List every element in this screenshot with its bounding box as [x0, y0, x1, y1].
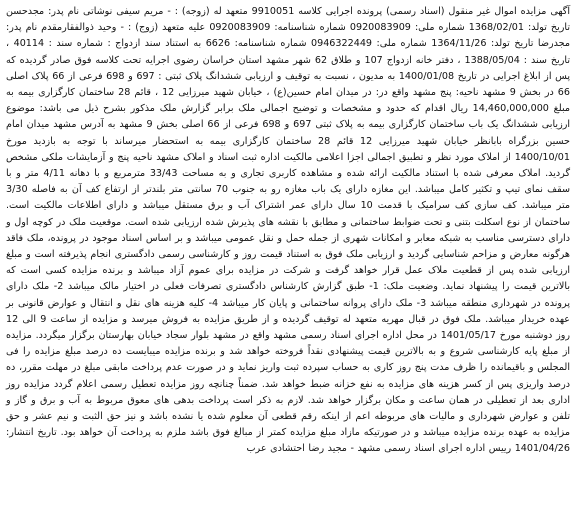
auction-notice-text: آگهی مزایده اموال غیر منقول (اسناد رسمی) پرونده اجرایی کلاسه 9910051 متعهد له (زوجه) : - مریم سیفی نوشاتی نام پدر: مجدحسن تاریخ تولد: 1368/02/01 شماره ملی: 0920083909 شماره شناسنامه: 0920083909 علیه متعهد (زوج) : - وحید ذوالفقارمقدم نام پدر: مجدرضا تاریخ تولد: 1364/11/26 شماره ملی: 0946322449 شماره شناسنامه: 6626 به استناد سند ازدواج : شماره سند : 40114 ، تاریخ سند : 1388/05/04 ، دفتر خانه ازدواج 107 و طلاق 62 شهر مشهد استان خراسان رضوی اجرایه تحت کلاسه فوق صادر گردیده که پس از ابلاغ اجرایی در تاریخ 1400/01/08 به مدیون ، نسبت به توقیف و ارزیابی ششدانگ پلاک ثبتی : 697 و 698 فرعی از 66 پلاک اصلی 66 در بخش 9 مشهد ناحیه: پنج مشهد واقع در: در میدان امام حسین(ع) ، خیابان شهید میرزایی 12 ، قائم 28 ساختمان کارگزاری بیمه به مبلغ 14,460,000,000 ریال اقدام که حدود و مشخصات و توضیح اجمالی ملک برابر گزارش ملک مذکور بشرح ذیل می باشد: موضوع ارزیابی ششدانگ یک باب ساختمان کارگزاری بیمه به پلاک ثبتی 697 و 698 فرعی از 66 اصلی بخش 9 مشهد به آدرس مشهد میدان امام حسین بزرگراه بابانظر خیابان شهید میرزایی 12 قائم 28 ساختمان کارگزاری بیمه به استحضار میرساند با توجه به بازدید مورخ 1400/10/01 از املاک مورد نظر و تطبیق اجمالی اجزا اعلامی مالکیت اداره ثبت اسناد و املاک مشهد ناحیه پنج و آزمایشات ملکی مشخص گردید. املاک معرفی شده با استناد مالکیت ارائه شده و مشاهده کاربری تجاری و به مساحت 33/43 مترمربع و با دهانه 4/11 متر و با سقف نمای تیپ و تکثیر کامل میباشد. این مغازه دارای یک باب مغازه رو به جنوب 70 سانتی متر بلندتر از ارتفاع کف آن به فاصله 3/30 متر میباشد. کف سازی کف سرامیک با قدمت 10 سال دارای عمر اشتراک آب و برق مستقل میباشد و دارای اطلاعات مالکیت است. ساختمان از نوع اسکلت بتنی و تحت ضوابط ساختمانی و مطابق با نقشه های پذیرش شده ارزیابی شده است. موقعیت ملک در کوچه اول و دارای دسترسی مناسب به شبکه معابر و امکانات شهری از جمله حمل و نقل عمومی میباشد و بر اساس اسناد موجود در پرونده، ملک فاقد هرگونه معارض و مزاحم شناسایی گردید و ارزیابی ملک فوق به استناد قیمت روز و کارشناسی رسمی دادگستری انجام پذیرفته است و مبلغ ارزیابی شده پس از قطعیت ملاک عمل قرار خواهد گرفت و شرکت در مزایده برای عموم آزاد میباشد و برنده مزایده کسی است که بالاترین قیمت را پیشنهاد نماید. وضعیت ملک: 1- طبق گزارش کارشناس دادگستری تصرفات فعلی در اختیار مالک میباشد 2- ملک دارای پرونده در شهرداری منطقه میباشد 3- ملک دارای پروانه ساختمانی و پایان کار میباشد 4- کلیه هزینه های نقل و انتقال و عوارض قانونی بر عهده خریدار میباشد. ملک فوق در قبال مهریه متعهد له توقیف گردیده و از طریق مزایده به فروش میرسد و مزایده از ساعت 9 الی 12 روز دوشنبه مورخ 1401/05/17 در محل اداره اجرای اسناد رسمی مشهد واقع در مشهد بلوار سجاد خیابان بهارستان برگزار میگردد. مزایده از مبلغ پایه کارشناسی شروع و به بالاترین قیمت پیشنهادی نقداً فروخته خواهد شد و برنده مزایده میبایست ده درصد مبلغ مزایده را فی المجلس و باقیمانده را ظرف مدت پنج روز کاری به حساب سپرده ثبت واریز نماید و در صورت عدم پرداخت مابقی مبلغ در مهلت مقرر، ده درصد واریزی پس از کسر هزینه های مزایده به نفع خزانه ضبط خواهد شد. ضمناً چنانچه روز مزایده تعطیل رسمی اعلام گردد مزایده روز اداری بعد از تعطیلی در همان ساعت و مکان برگزار خواهد شد. لازم به ذکر است پرداخت بدهی های معوق مربوط به آب و برق و گاز و تلفن و عوارض شهرداری و مالیات های مربوطه اعم از اینکه رقم قطعی آن معلوم شده یا نشده باشد و نیز حق الثبت و نیم عشر و حق مزایده به عهده برنده مزایده میباشد و در صورتیکه مازاد مبلغ مزایده کمتر از مبالغ فوق باشد ملزم به پرداخت آن خواهد بود. تاریخ انتشار: 1401/04/26 رییس اداره اجرای اسناد رسمی مشهد - مجید رضا احتشادی عرب — [6, 6, 571, 455]
